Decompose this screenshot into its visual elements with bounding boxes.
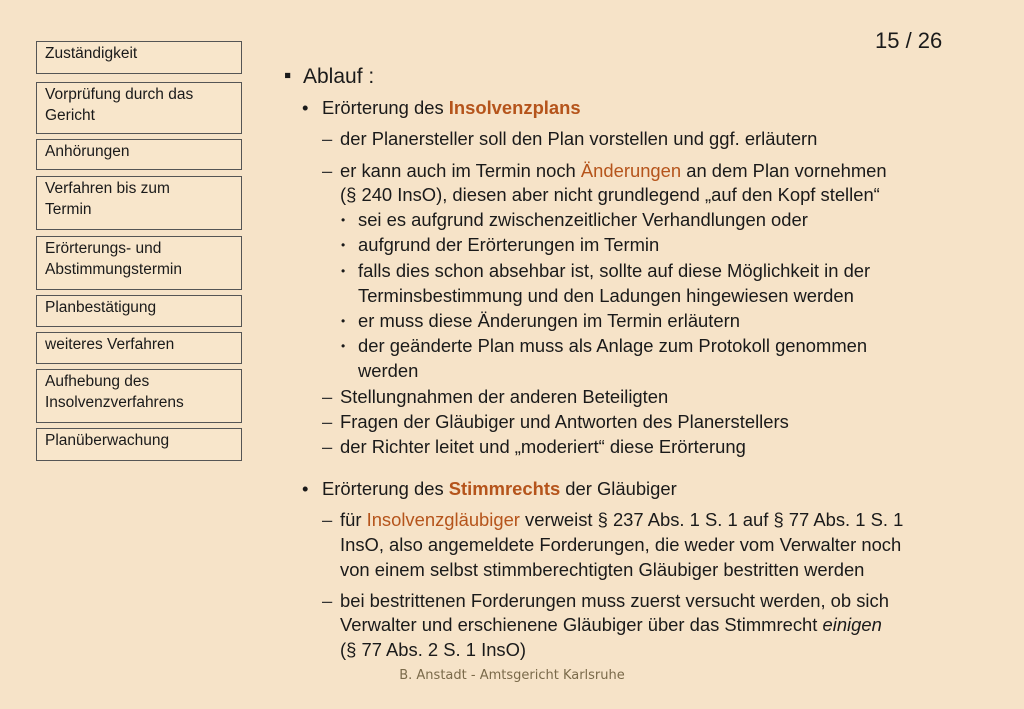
nav-item-planueberwachung[interactable] <box>36 428 242 461</box>
nav-item-label: Insolvenzverfahrens <box>45 394 184 411</box>
dash-icon: – <box>322 160 333 181</box>
dash-icon: – <box>322 411 333 432</box>
nav-item-label: Anhörungen <box>45 143 130 160</box>
page-number: 15 / 26 <box>875 28 943 53</box>
nav-item-label: Abstimmungstermin <box>45 261 182 278</box>
section2-point-1: für Insolvenzgläubiger verweist § 237 Abs. 1 S. 1 auf § 77 Abs. 1 S. 1 <box>340 509 904 530</box>
nav-item-zustaendigkeit[interactable] <box>36 41 242 74</box>
square-bullet-icon: ▪ <box>284 64 292 87</box>
sub-point-5-cont: werden <box>358 360 419 381</box>
nav-item-label: Planüberwachung <box>45 432 170 449</box>
nav-item-verfahren-bis-termin[interactable] <box>36 176 242 230</box>
sub-point-4: er muss diese Änderungen im Termin erläutern <box>358 310 740 331</box>
section1-point-5: der Richter leitet und „moderiert“ diese Erörterung <box>340 436 746 457</box>
sub-point-2: aufgrund der Erörterungen im Termin <box>358 234 660 255</box>
nav-item-label: Aufhebung des <box>45 373 150 390</box>
nav-item-aufhebung[interactable] <box>36 369 242 423</box>
section1-title: Erörterung des Insolvenzplans <box>322 97 581 118</box>
section1-point-4: Fragen der Gläubiger und Antworten des Planerstellers <box>340 411 789 432</box>
bullet-icon: • <box>302 478 309 499</box>
small-bullet-icon: • <box>341 264 346 278</box>
small-bullet-icon: • <box>341 314 346 328</box>
sub-point-3: falls dies schon absehbar ist, sollte auf diese Möglichkeit in der <box>358 260 871 281</box>
nav-item-label: Zuständigkeit <box>45 45 138 62</box>
section1-point-2: er kann auch im Termin noch Änderungen an dem Plan vornehmen <box>340 160 887 181</box>
section2-point-2-cont: Verwalter und erschienene Gläubiger über das Stimmrecht einigen <box>340 614 882 635</box>
section2-point-2: bei bestrittenen Forderungen muss zuerst versucht werden, ob sich <box>340 590 889 611</box>
section1-point-1: der Planersteller soll den Plan vorstellen und ggf. erläutern <box>340 128 818 149</box>
nav-item-anhoerungen[interactable] <box>36 139 242 170</box>
sub-point-5: der geänderte Plan muss als Anlage zum Protokoll genommen <box>358 335 868 356</box>
nav-item-label: weiteres Verfahren <box>45 336 175 353</box>
dash-icon: – <box>322 128 333 149</box>
section2-point-1-cont2: von einem selbst stimmberechtigten Gläubiger bestritten werden <box>340 559 865 580</box>
footer: B. Anstadt - Amtsgericht Karlsruhe <box>399 668 625 683</box>
nav-item-eroerterungstermin[interactable] <box>36 236 242 290</box>
nav-item-label: Erörterungs- und <box>45 240 162 257</box>
nav-item-planbestaetigung[interactable] <box>36 295 242 327</box>
section2-point-2-cont2: (§ 77 Abs. 2 S. 1 InsO) <box>340 639 527 660</box>
section2-title: Erörterung des Stimmrechts der Gläubiger <box>322 478 677 499</box>
small-bullet-icon: • <box>341 213 346 227</box>
sub-point-3-cont: Terminsbestimmung und den Ladungen hingewiesen werden <box>358 285 854 306</box>
nav-item-label: Vorprüfung durch das <box>45 86 194 103</box>
sub-point-1: sei es aufgrund zwischenzeitlicher Verhandlungen oder <box>358 209 808 230</box>
bullet-icon: • <box>302 97 309 118</box>
section1-point-3: Stellungnahmen der anderen Beteiligten <box>340 386 669 407</box>
dash-icon: – <box>322 386 333 407</box>
nav-item-weiteres-verfahren[interactable] <box>36 332 242 364</box>
nav-item-vorpruefung[interactable] <box>36 82 242 134</box>
small-bullet-icon: • <box>341 238 346 252</box>
nav-item-label: Verfahren bis zum <box>45 180 170 197</box>
dash-icon: – <box>322 436 333 457</box>
nav-item-label: Planbestätigung <box>45 299 157 316</box>
nav-item-label: Gericht <box>45 107 95 124</box>
slide-heading: Ablauf : <box>303 65 375 88</box>
nav-item-label: Termin <box>45 201 92 218</box>
section2-point-1-cont: InsO, also angemeldete Forderungen, die weder vom Verwalter noch <box>340 534 902 555</box>
dash-icon: – <box>322 590 333 611</box>
small-bullet-icon: • <box>341 339 346 353</box>
section1-point-2-cont: (§ 240 InsO), diesen aber nicht grundlegend „auf den Kopf stellen“ <box>340 184 880 205</box>
dash-icon: – <box>322 509 333 530</box>
